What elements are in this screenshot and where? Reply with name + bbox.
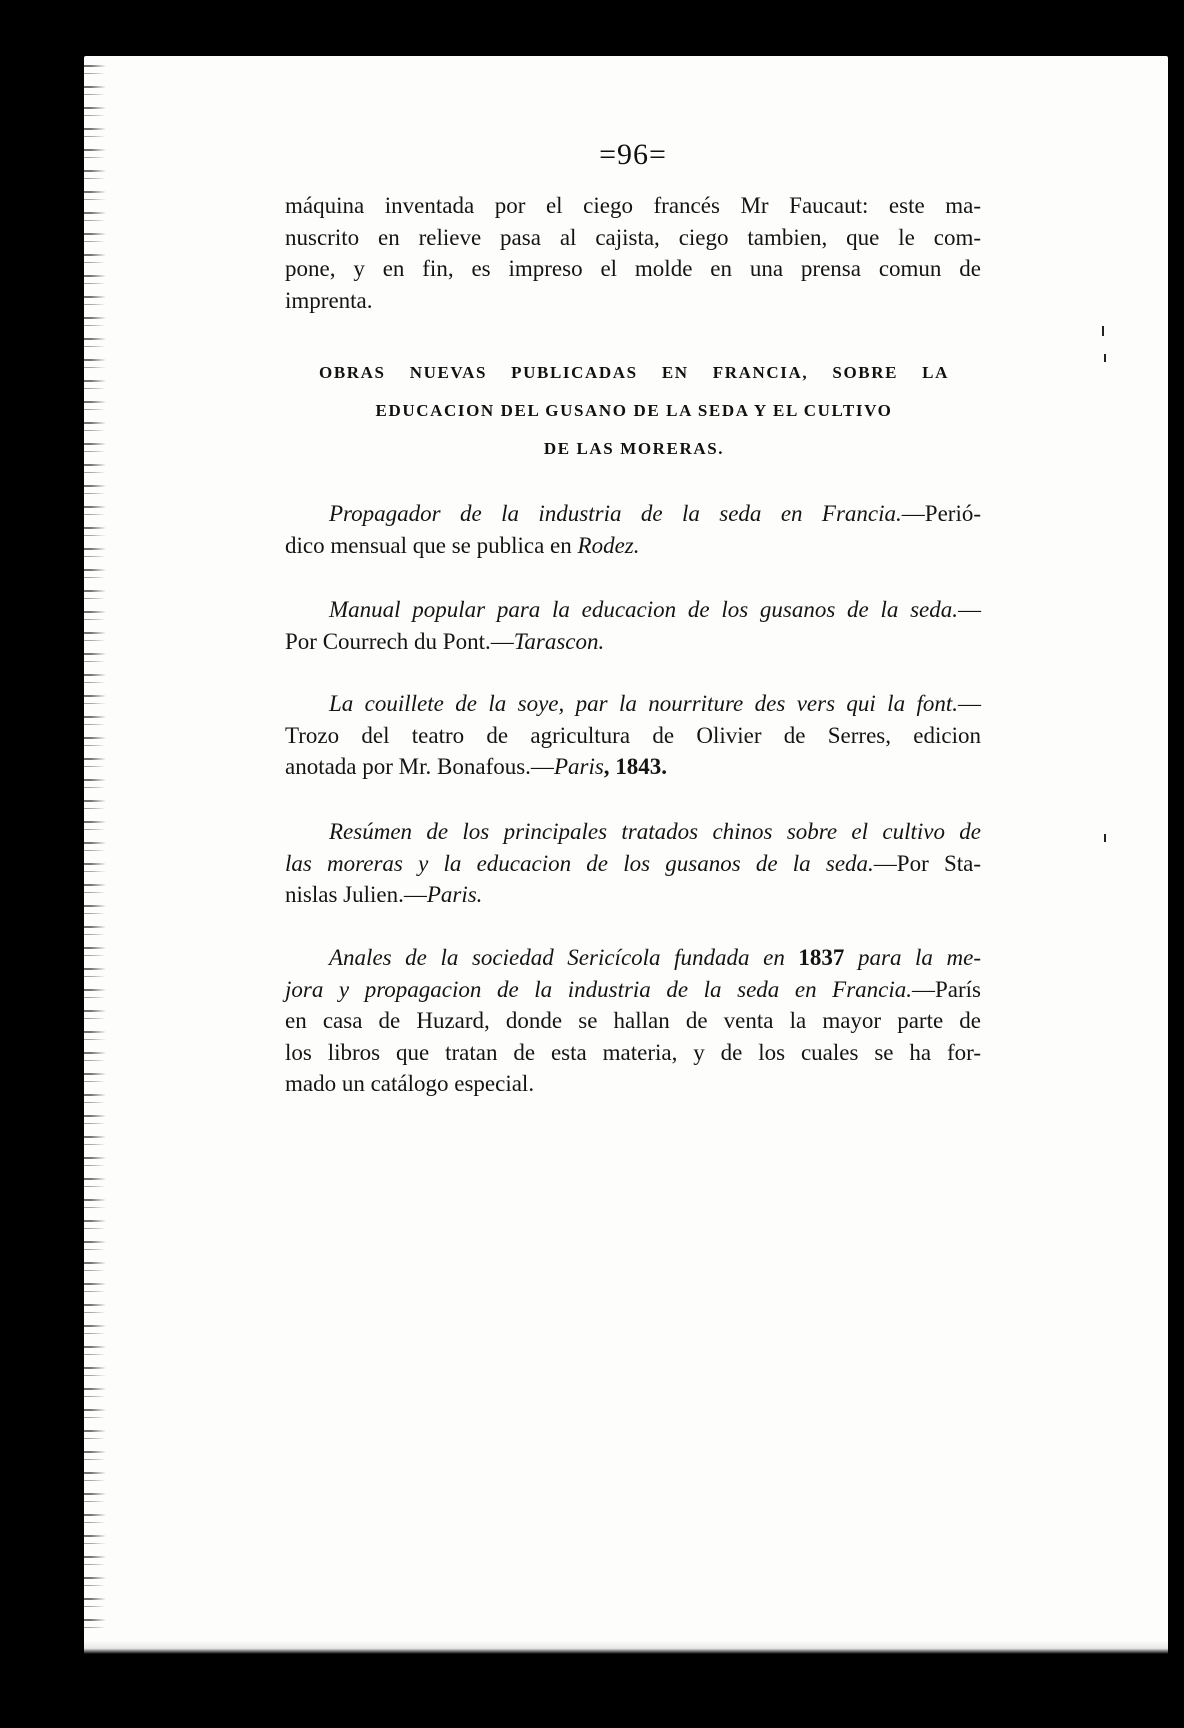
entry-line bbox=[285, 848, 981, 880]
scan-speck bbox=[1102, 326, 1104, 336]
entry-line bbox=[285, 688, 981, 720]
entry-title: La couillete de la soye, par la nourriture des vers qui la font. bbox=[329, 691, 958, 716]
entry-line: Trozo del teatro de agricultura de Olivier de Serres, edicion bbox=[285, 722, 981, 748]
entry-text: —París bbox=[912, 976, 981, 1002]
entry-line bbox=[285, 974, 981, 1006]
entry-place: Paris. bbox=[426, 882, 483, 907]
entry-place: Rodez. bbox=[577, 532, 640, 558]
heading-line: EDUCACION DEL GUSANO DE LA SEDA Y EL CULTIVO bbox=[375, 401, 893, 420]
bibliography-entry bbox=[285, 942, 981, 1100]
entry-text: —Perió- bbox=[901, 501, 981, 526]
bibliography-entry bbox=[285, 688, 981, 783]
entry-text: — bbox=[958, 597, 981, 622]
entry-title: Propagador de la industria de la seda en Francia. bbox=[329, 501, 902, 526]
entry-line: mado un catálogo especial. bbox=[285, 1071, 535, 1096]
text-line: imprenta. bbox=[285, 287, 373, 313]
entry-line bbox=[285, 816, 981, 848]
entry-year: 1837 bbox=[798, 945, 845, 970]
page-bottom-edge bbox=[84, 1640, 1168, 1654]
entry-title: Resúmen de los principales tratados chinos sobre el cultivo de bbox=[329, 819, 981, 844]
text-line: máquina inventada por el ciego francés Mr Faucaut: este ma- bbox=[285, 193, 981, 218]
binding-edge bbox=[84, 60, 106, 1650]
entry-title: Manual popular para la educacion de los gusanos de la seda. bbox=[329, 597, 958, 622]
entry-text: dico mensual que se publica en bbox=[285, 532, 578, 558]
heading-line: DE LAS MORERAS. bbox=[543, 439, 725, 458]
entry-title: para la me- bbox=[844, 945, 981, 970]
entry-line bbox=[285, 594, 981, 626]
entry-text: nislas Julien.— bbox=[285, 882, 427, 907]
entry-text: anotada por Mr. Bonafous.— bbox=[285, 754, 554, 779]
scan-speck bbox=[1104, 834, 1106, 842]
heading-line: OBRAS NUEVAS PUBLICADAS EN FRANCIA, SOBRE LA bbox=[319, 363, 949, 382]
entry-line bbox=[285, 942, 981, 974]
entry-text: —Por Sta- bbox=[873, 850, 982, 876]
bibliography-entry bbox=[285, 816, 981, 911]
entry-place: Paris bbox=[553, 754, 604, 779]
entry-line: los libros que tratan de esta materia, y de los cuales se ha for- bbox=[285, 1039, 981, 1065]
entry-title: Anales de la sociedad Sericícola fundada en bbox=[329, 945, 799, 970]
entry-place: Tarascon. bbox=[513, 628, 605, 654]
text-line: nuscrito en relieve pasa al cajista, ciego tambien, que le com- bbox=[285, 224, 981, 250]
entry-line bbox=[285, 498, 981, 530]
entry-year: , 1843. bbox=[603, 754, 668, 779]
entry-line bbox=[285, 626, 981, 658]
intro-paragraph bbox=[285, 190, 981, 316]
section-heading bbox=[285, 354, 981, 468]
bibliography-entry bbox=[285, 498, 981, 561]
entry-line bbox=[285, 879, 981, 911]
entry-text: — bbox=[958, 691, 981, 716]
entry-line: en casa de Huzard, donde se hallan de venta la mayor parte de bbox=[285, 1008, 981, 1033]
entry-title: las moreras y la educacion de los gusanos de la seda. bbox=[285, 850, 874, 876]
entry-text: Por Courrech du Pont.— bbox=[285, 628, 514, 654]
entry-line bbox=[285, 751, 981, 783]
text-line: pone, y en fin, es impreso el molde en una prensa comun de bbox=[285, 256, 981, 281]
bibliography-entry bbox=[285, 594, 981, 657]
entry-title: jora y propagacion de la industria de la seda en Francia. bbox=[285, 976, 912, 1002]
scan-speck bbox=[1104, 354, 1106, 362]
entry-line bbox=[285, 530, 981, 562]
page-number: =96= bbox=[599, 138, 667, 171]
